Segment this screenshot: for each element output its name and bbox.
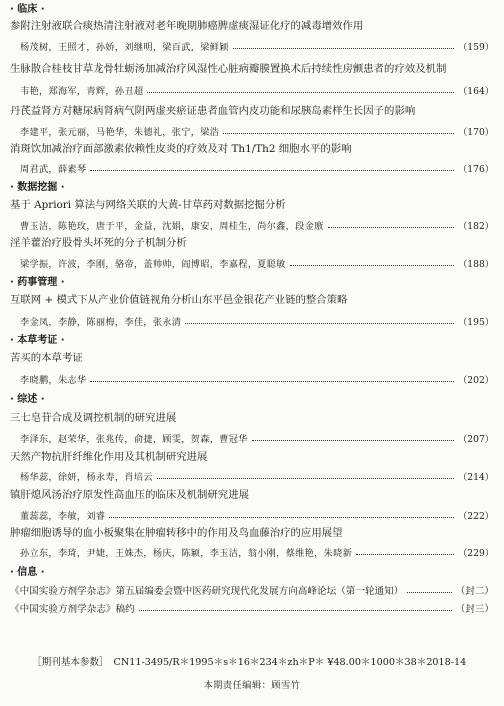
article-authors: 孙立东，李琦，尹婕，王姝杰，杨庆，陈颖，李玉洁，翁小刚，蔡维艳，朱晓新 xyxy=(20,548,353,559)
article-title: 三七皂苷合成及调控机制的研究进展 xyxy=(10,412,177,424)
article-entry xyxy=(20,256,494,270)
dot-leader xyxy=(290,263,454,266)
dot-leader xyxy=(109,515,454,518)
article-entry xyxy=(20,124,494,138)
page-number: （159） xyxy=(458,42,494,53)
article-authors: 梁学振，许波，李刚，骆帝，盖帅帅，阎博昭，李嘉程，夏聪敏 xyxy=(20,259,286,270)
page-number: （202） xyxy=(458,375,494,386)
page-number: （207） xyxy=(458,434,494,445)
article-authors: 李晓鹏，朱志华 xyxy=(20,375,87,386)
dot-leader xyxy=(90,379,454,382)
article-authors: 李建平，张元丽，马艳华，朱德礼，张宁，梁浩 xyxy=(20,127,220,138)
article-entry xyxy=(20,83,494,97)
article-entry xyxy=(20,372,494,386)
page-number: （176） xyxy=(458,164,494,175)
article-title: 天然产物抗肝纤维化作用及其机制研究进展 xyxy=(10,451,208,463)
article-authors: 杨华蕊，徐妍，杨永寿，肖培云 xyxy=(20,472,153,483)
info-title: 《中国实验方剂学杂志》第五届编委会暨中医药研究现代化发展方向高峰论坛（第一轮通知） xyxy=(10,586,404,597)
page-number: （214） xyxy=(458,472,494,483)
article-entry xyxy=(20,469,494,483)
info-entry xyxy=(10,601,494,615)
info-title: 《中国实验方剂学杂志》稿约 xyxy=(10,604,135,615)
article-entry xyxy=(20,508,494,522)
article-authors: 李金凤，李静，陈丽梅，李佳，张永清 xyxy=(20,317,182,328)
info-entry xyxy=(10,583,494,597)
dot-leader xyxy=(185,321,454,324)
section-heading-herbal-textual-research: · 本草考证 · xyxy=(10,335,65,346)
article-authors: 曹玉洁，陈艳玫，唐于平，金益，沈娟，康安，周桂生，尚尔鑫，段金廒 xyxy=(20,221,324,232)
article-title: 消斑饮加减治疗面部激素依赖性皮炎的疗效及对 Th1/Th2 细胞水平的影响 xyxy=(10,143,352,155)
dot-leader xyxy=(407,590,451,593)
article-entry xyxy=(20,218,494,232)
section-heading-pharmacy-management: · 药事管理 · xyxy=(10,277,65,288)
article-authors: 董蕊蕊，李敏，刘睿 xyxy=(20,511,106,522)
dot-leader xyxy=(223,131,454,134)
dot-leader xyxy=(147,90,454,93)
page-number: （229） xyxy=(458,548,494,559)
article-title: 肿瘤细胞诱导的血小板聚集在肿瘤转移中的作用及鸟血藤治疗的应用展望 xyxy=(10,527,343,539)
dot-leader xyxy=(157,476,454,479)
page-number: （222） xyxy=(458,511,494,522)
section-heading-clinical: · 临床 · xyxy=(10,4,45,15)
page-number: （164） xyxy=(458,86,494,97)
article-title: 苦买的本草考证 xyxy=(10,352,83,364)
dot-leader xyxy=(233,46,454,49)
dot-leader xyxy=(356,552,454,555)
page-number: （170） xyxy=(458,127,494,138)
article-authors: 李泽东，赵荣华，张兆传，俞捷，顾雯，贺森，曹冠华 xyxy=(20,434,248,445)
issue-editor: 本期责任编辑：顾雪竹 xyxy=(203,680,301,691)
article-entry xyxy=(20,161,494,175)
page-number: （195） xyxy=(458,317,494,328)
section-heading-data-mining: · 数据挖掘 · xyxy=(10,182,65,193)
article-title: 基于 Apriori 算法与网络关联的大黄-甘草药对数据挖掘分析 xyxy=(10,199,286,211)
dot-leader xyxy=(252,438,454,441)
article-title: 淫羊藿治疗股骨头坏死的分子机制分析 xyxy=(10,237,187,249)
page-number: （封二） xyxy=(455,586,494,597)
dot-leader xyxy=(328,225,454,228)
dot-leader xyxy=(139,608,452,611)
article-title: 参附注射液联合痰热清注射液对老年晚期肺癌脾虚痰湿证化疗的减毒增效作用 xyxy=(10,20,364,32)
article-title: 丹芪益肾方对糖尿病肾病气阴两虚夹瘀证患者血管内皮功能和尿胰岛素样生长因子的影响 xyxy=(10,105,416,117)
section-heading-review: · 综述 · xyxy=(10,394,45,405)
article-authors: 杨茂树，王照才，孙娇，刘继明，梁百武，梁鲜颖 xyxy=(20,42,229,53)
article-entry xyxy=(20,431,494,445)
article-entry xyxy=(20,545,494,559)
dot-leader xyxy=(90,168,454,171)
article-authors: 韦艳，郑海军，青辉，孙丑超 xyxy=(20,86,144,97)
article-title: 互联网 + 模式下从产业价值链视角分析山东平邑金银花产业链的整合策略 xyxy=(10,294,348,306)
journal-basic-parameters: ［期刊基本参数］ CN11-3495/R＊1995＊s＊16＊234＊zh＊P＊ ¥48.00＊1000＊38＊2018-14 xyxy=(32,657,467,668)
article-entry xyxy=(20,39,494,53)
page-number: （182） xyxy=(458,221,494,232)
article-title: 生脉散合桂枝甘草龙骨牡蛎汤加减治疗风湿性心脏病瓣膜置换术后持续性房颤患者的疗效及机制 xyxy=(10,63,447,75)
article-title: 镇肝熄风汤治疗原发性高血压的临床及机制研究进展 xyxy=(10,489,249,501)
section-heading-information: · 信息 · xyxy=(10,567,45,578)
page-number: （188） xyxy=(458,259,494,270)
page-number: （封三） xyxy=(455,604,494,615)
article-entry xyxy=(20,314,494,328)
article-authors: 周君武，薛素琴 xyxy=(20,164,87,175)
